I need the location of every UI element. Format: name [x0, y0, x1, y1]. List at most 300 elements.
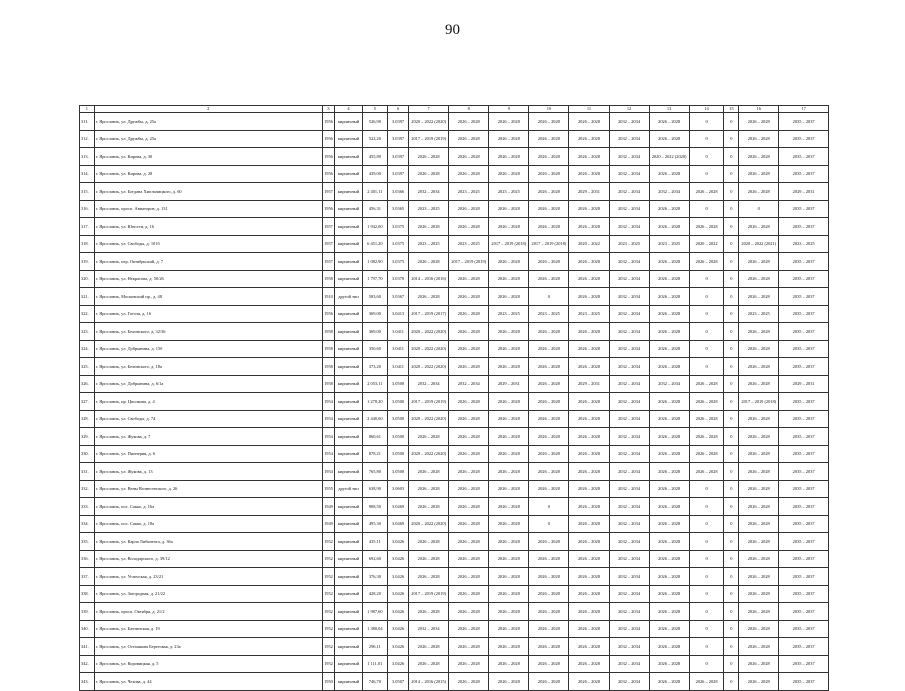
table-cell-c14: 2026 – 2028 [689, 253, 724, 271]
table-row [80, 515, 829, 533]
table-cell-c12: 2032 – 2034 [609, 428, 649, 446]
table-cell-n: 329. [80, 428, 95, 446]
table-cell-c14: 0 [689, 603, 724, 621]
table-cell-addr: г. Ярославль, ул. Дружбы, д. 25а [94, 130, 322, 148]
table-cell-addr: г. Ярославль, ул. Свободы, д. 74 [94, 410, 322, 428]
table-cell-area: 435,11 [362, 533, 387, 551]
table-cell-c12: 2032 – 2034 [609, 638, 649, 656]
table-cell-c8: 2023 – 2025 [449, 183, 489, 201]
table-cell-coef: 3.0469 [388, 515, 409, 533]
table-cell-c7: 2026 – 2028 [409, 603, 449, 621]
column-header: 8 [449, 106, 489, 113]
table-cell-c8: 2026 – 2028 [449, 305, 489, 323]
table-row [80, 200, 829, 218]
table-cell-coef: 3.0375 [388, 235, 409, 253]
table-cell-c11: 2026 – 2028 [569, 533, 609, 551]
table-cell-c8: 2026 – 2028 [449, 480, 489, 498]
table-row [80, 393, 829, 411]
table-cell-wall: кирпичный [335, 165, 362, 183]
table-cell-c16: 2026 – 2028 [739, 375, 779, 393]
table-cell-coef: 3.0507 [388, 673, 409, 691]
table-cell-wall: кирпичный [335, 218, 362, 236]
table-cell-c10: 2026 – 2028 [529, 375, 569, 393]
table-cell-area: 376,30 [362, 568, 387, 586]
table-cell-c16: 2026 – 2028 [739, 498, 779, 516]
column-header: 7 [409, 106, 449, 113]
column-header: 1 [80, 106, 95, 113]
table-cell-c15: 0 [724, 515, 739, 533]
table-row [80, 568, 829, 586]
table-cell-n: 314. [80, 165, 95, 183]
table-cell-c10: 2026 – 2028 [529, 200, 569, 218]
table-cell-c14: 0 [689, 323, 724, 341]
table-cell-c8: 2026 – 2028 [449, 200, 489, 218]
table-cell-addr: г. Ярославль, просп. Авиаторов, д. 131 [94, 200, 322, 218]
table-cell-addr: г. Ярославль, ул. Некрасова, д. 50/26 [94, 270, 322, 288]
table-cell-year: 1958 [322, 270, 335, 288]
table-cell-c12: 2032 – 2034 [609, 218, 649, 236]
table-cell-c12: 2032 – 2034 [609, 113, 649, 131]
table-cell-c16: 2026 – 2028 [739, 515, 779, 533]
table-cell-c9: 2017 – 2019 (2018) [489, 235, 529, 253]
table-cell-c9: 2023 – 2025 [489, 305, 529, 323]
table-cell-c10: 2026 – 2028 [529, 673, 569, 691]
table-cell-c17: 2035 – 2037 [779, 270, 829, 288]
table-cell-wall: кирпичный [335, 673, 362, 691]
table-cell-area: 583,60 [362, 288, 387, 306]
table-cell-c17: 2035 – 2037 [779, 533, 829, 551]
table-cell-c13: 2026 – 2028 [649, 358, 689, 376]
table-cell-year: 1949 [322, 498, 335, 516]
table-cell-c17: 2035 – 2037 [779, 463, 829, 481]
table-cell-c15: 0 [724, 340, 739, 358]
table-cell-c16: 2026 – 2028 [739, 550, 779, 568]
table-cell-c8: 2026 – 2028 [449, 428, 489, 446]
table-cell-coef: 3.0413 [388, 305, 409, 323]
table-cell-n: 311. [80, 113, 95, 131]
table-cell-c9: 2026 – 2028 [489, 620, 529, 638]
table-cell-c11: 2026 – 2028 [569, 445, 609, 463]
table-cell-c17: 2035 – 2037 [779, 585, 829, 603]
table-cell-coef: 3.0397 [388, 165, 409, 183]
table-cell-wall: кирпичный [335, 393, 362, 411]
table-row [80, 655, 829, 673]
table-cell-c16: 2026 – 2028 [739, 253, 779, 271]
table-cell-wall: кирпичный [335, 428, 362, 446]
table-cell-n: 326. [80, 375, 95, 393]
table-cell-year: 1958 [322, 340, 335, 358]
table-cell-c8: 2026 – 2028 [449, 148, 489, 166]
table-cell-wall: кирпичный [335, 305, 362, 323]
table-cell-addr: г. Ярославль, ул. Осташкова Береговая, д. 23а [94, 638, 322, 656]
table-cell-c16: 2026 – 2028 [739, 130, 779, 148]
table-cell-c8: 2026 – 2028 [449, 585, 489, 603]
table-cell-c16: 2026 – 2028 [739, 638, 779, 656]
table-row [80, 113, 829, 131]
table-row [80, 183, 829, 201]
table-cell-c17: 2035 – 2037 [779, 148, 829, 166]
table-cell-c12: 2032 – 2034 [609, 673, 649, 691]
table-cell-c10: 2026 – 2028 [529, 113, 569, 131]
table-cell-c15: 0 [724, 463, 739, 481]
table-cell-addr: г. Ярославль, ул. Белинского, д. 18а [94, 358, 322, 376]
table-cell-c8: 2026 – 2028 [449, 498, 489, 516]
table-cell-c8: 2026 – 2028 [449, 218, 489, 236]
table-cell-n: 322. [80, 305, 95, 323]
table-cell-year: 1949 [322, 515, 335, 533]
table-cell-c17: 2035 – 2037 [779, 253, 829, 271]
table-cell-c7: 2026 – 2028 [409, 165, 449, 183]
table-cell-coef: 3.0426 [388, 603, 409, 621]
table-cell-c7: 2026 – 2028 [409, 568, 449, 586]
table-cell-c17: 2035 – 2037 [779, 445, 829, 463]
table-cell-c11: 2026 – 2028 [569, 515, 609, 533]
column-header: 5 [362, 106, 387, 113]
table-cell-c14: 0 [689, 305, 724, 323]
table-cell-c7: 2026 – 2028 [409, 218, 449, 236]
table-cell-c10: 2023 – 2025 [529, 305, 569, 323]
table-cell-c7: 2020 – 2022 (2020) [409, 113, 449, 131]
table-cell-c7: 2026 – 2028 [409, 480, 449, 498]
table-cell-c14: 0 [689, 148, 724, 166]
table-cell-area: 878,21 [362, 445, 387, 463]
table-cell-wall: кирпичный [335, 130, 362, 148]
table-cell-c15: 0 [724, 183, 739, 201]
table-row [80, 638, 829, 656]
table-row [80, 340, 829, 358]
table-cell-c10: 2026 – 2028 [529, 620, 569, 638]
table-cell-c16: 2026 – 2028 [739, 340, 779, 358]
table-cell-c15: 0 [724, 200, 739, 218]
table-cell-c14: 2026 – 2028 [689, 428, 724, 446]
table-cell-c16: 2026 – 2028 [739, 323, 779, 341]
table-cell-c16: 2026 – 2028 [739, 445, 779, 463]
table-cell-c8: 2026 – 2028 [449, 445, 489, 463]
table-cell-addr: г. Ярославль, ул. Свободы, д. 101б [94, 235, 322, 253]
table-row [80, 428, 829, 446]
table-cell-n: 324. [80, 340, 95, 358]
table-cell-n: 335. [80, 533, 95, 551]
table-cell-c15: 0 [724, 253, 739, 271]
table-cell-c9: 2026 – 2028 [489, 603, 529, 621]
table-cell-addr: г. Ярославль, ул. Добрынина, д. 6/1а [94, 375, 322, 393]
table-cell-wall: кирпичный [335, 655, 362, 673]
table-cell-area: 1 082,90 [362, 253, 387, 271]
table-cell-year: 1952 [322, 620, 335, 638]
table-cell-c17: 2035 – 2037 [779, 550, 829, 568]
table-cell-c12: 2032 – 2034 [609, 393, 649, 411]
table-cell-coef: 3.0500 [388, 428, 409, 446]
table-row [80, 480, 829, 498]
table-cell-n: 330. [80, 445, 95, 463]
table-cell-addr: г. Ярославль, ул. Дружбы, д. 25а [94, 113, 322, 131]
table-cell-c10: 2026 – 2028 [529, 568, 569, 586]
table-cell-c9: 2026 – 2028 [489, 410, 529, 428]
table-cell-n: 319. [80, 253, 95, 271]
table-cell-c11: 2026 – 2028 [569, 393, 609, 411]
table-cell-year: 1952 [322, 550, 335, 568]
table-cell-c8: 2026 – 2028 [449, 165, 489, 183]
table-cell-year: 1957 [322, 218, 335, 236]
table-cell-c14: 0 [689, 515, 724, 533]
table-cell-year: 1952 [322, 585, 335, 603]
table-cell-c16: 2026 – 2028 [739, 585, 779, 603]
table-cell-c17: 2035 – 2037 [779, 638, 829, 656]
table-row [80, 323, 829, 341]
table-cell-year: 1952 [322, 638, 335, 656]
table-cell-addr: г. Ярославль, ул. Коровицкая, д. 5 [94, 655, 322, 673]
table-cell-n: 333. [80, 498, 95, 516]
table-cell-year: 1956 [322, 165, 335, 183]
table-cell-wall: кирпичный [335, 235, 362, 253]
table-cell-wall: другой тип [335, 288, 362, 306]
table-cell-c8: 2026 – 2028 [449, 270, 489, 288]
table-cell-n: 317. [80, 218, 95, 236]
table-cell-area: 1 278,20 [362, 393, 387, 411]
table-cell-c14: 2026 – 2028 [689, 673, 724, 691]
table-cell-area: 2 401,11 [362, 183, 387, 201]
table-cell-c14: 0 [689, 288, 724, 306]
table-cell-c16: 2026 – 2028 [739, 218, 779, 236]
table-cell-c10: 2026 – 2028 [529, 270, 569, 288]
table-cell-c7: 2014 – 2016 (2015) [409, 673, 449, 691]
table-cell-c13: 2026 – 2028 [649, 463, 689, 481]
table-cell-c9: 2026 – 2028 [489, 270, 529, 288]
table-cell-area: 428,20 [362, 585, 387, 603]
table-cell-c9: 2026 – 2028 [489, 200, 529, 218]
table-cell-c17: 2023 – 2025 [779, 235, 829, 253]
table-cell-c17: 2035 – 2037 [779, 288, 829, 306]
table-cell-n: 313. [80, 148, 95, 166]
table-cell-c10: 0 [529, 498, 569, 516]
table-cell-wall: кирпичный [335, 498, 362, 516]
table-cell-c8: 2026 – 2028 [449, 533, 489, 551]
table-cell-c12: 2032 – 2034 [609, 498, 649, 516]
table-cell-c17: 2035 – 2037 [779, 603, 829, 621]
column-header: 2 [94, 106, 322, 113]
table-cell-c16: 2020 – 2022 (2021) [739, 235, 779, 253]
table-cell-c7: 2026 – 2028 [409, 655, 449, 673]
table-cell-c7: 2017 – 2019 (2019) [409, 393, 449, 411]
table-cell-c7: 2032 – 2034 [409, 183, 449, 201]
table-cell-c15: 0 [724, 533, 739, 551]
page-number: 90 [445, 22, 460, 38]
table-cell-c14: 0 [689, 480, 724, 498]
table-cell-c16: 2026 – 2028 [739, 533, 779, 551]
table-cell-addr: г. Ярославль, пер. Октябрьский, д. 7 [94, 253, 322, 271]
table-cell-c8: 2026 – 2028 [449, 323, 489, 341]
table-cell-c17: 2035 – 2037 [779, 620, 829, 638]
table-cell-c14: 2026 – 2028 [689, 410, 724, 428]
table-cell-c14: 2026 – 2028 [689, 393, 724, 411]
table-cell-c15: 0 [724, 393, 739, 411]
table-cell-year: 1958 [322, 358, 335, 376]
table-row [80, 358, 829, 376]
table-cell-c11: 2026 – 2028 [569, 165, 609, 183]
table-cell-c11: 2026 – 2028 [569, 200, 609, 218]
table-cell-coef: 3.0500 [388, 375, 409, 393]
table-cell-n: 331. [80, 463, 95, 481]
table-cell-c16: 2026 – 2028 [739, 673, 779, 691]
table-cell-c9: 2026 – 2028 [489, 480, 529, 498]
table-row [80, 673, 829, 691]
table-cell-c17: 2035 – 2037 [779, 218, 829, 236]
table-cell-c14: 2020 – 2022 [689, 235, 724, 253]
table-cell-area: 495,30 [362, 515, 387, 533]
table-cell-c12: 2032 – 2034 [609, 130, 649, 148]
table-cell-wall: кирпичный [335, 200, 362, 218]
table-cell-c11: 2026 – 2028 [569, 638, 609, 656]
table-cell-coef: 3.0366 [388, 183, 409, 201]
table-cell-c8: 2032 – 2034 [449, 375, 489, 393]
table-cell-c11: 2026 – 2028 [569, 585, 609, 603]
table-cell-c7: 2020 – 2022 (2020) [409, 445, 449, 463]
table-cell-coef: 3.0426 [388, 620, 409, 638]
table-cell-c8: 2026 – 2028 [449, 568, 489, 586]
table-cell-c17: 2035 – 2037 [779, 130, 829, 148]
table-cell-c15: 0 [724, 638, 739, 656]
table-cell-year: 1957 [322, 235, 335, 253]
table-cell-n: 342. [80, 655, 95, 673]
table-cell-c9: 2026 – 2028 [489, 638, 529, 656]
table-cell-c11: 2026 – 2028 [569, 218, 609, 236]
table-cell-c12: 2032 – 2034 [609, 323, 649, 341]
table-cell-c8: 2026 – 2028 [449, 638, 489, 656]
table-cell-addr: г. Ярославль, ул. Богдана Хмельницкого, д. 60 [94, 183, 322, 201]
table-cell-coef: 3.0500 [388, 445, 409, 463]
column-header: 14 [689, 106, 724, 113]
table-cell-n: 341. [80, 638, 95, 656]
table-cell-c15: 0 [724, 288, 739, 306]
table-cell-year: 1950 [322, 673, 335, 691]
table-cell-c17: 2035 – 2037 [779, 673, 829, 691]
table-cell-c15: 0 [724, 655, 739, 673]
table-cell-c16: 2026 – 2028 [739, 148, 779, 166]
table-cell-addr: г. Ярославль, ул. Жукова, д. 13 [94, 463, 322, 481]
table-cell-c7: 2020 – 2022 (2020) [409, 358, 449, 376]
table-cell-c16: 2026 – 2028 [739, 480, 779, 498]
table-cell-c13: 2026 – 2028 [649, 410, 689, 428]
column-header: 17 [779, 106, 829, 113]
table-cell-wall: кирпичный [335, 533, 362, 551]
table-cell-year: 1956 [322, 305, 335, 323]
table-cell-c15: 0 [724, 498, 739, 516]
table-cell-c7: 2032 – 2034 [409, 620, 449, 638]
table-cell-wall: кирпичный [335, 340, 362, 358]
table-row [80, 550, 829, 568]
table-cell-wall: кирпичный [335, 323, 362, 341]
table-cell-n: 312. [80, 130, 95, 148]
table-cell-c14: 0 [689, 550, 724, 568]
table-cell-c10: 2026 – 2028 [529, 183, 569, 201]
table-cell-c17: 2035 – 2037 [779, 428, 829, 446]
table-cell-c12: 2032 – 2034 [609, 533, 649, 551]
table-cell-c16: 2017 – 2019 (2018) [739, 393, 779, 411]
table-cell-c16: 2026 – 2028 [739, 270, 779, 288]
table-row [80, 305, 829, 323]
table-cell-c9: 2026 – 2028 [489, 218, 529, 236]
table-cell-year: 1954 [322, 428, 335, 446]
table-cell-c7: 2014 – 2016 (2016) [409, 270, 449, 288]
table-row [80, 288, 829, 306]
table-cell-c16: 2026 – 2028 [739, 113, 779, 131]
table-cell-c7: 2026 – 2028 [409, 533, 449, 551]
table-cell-wall: кирпичный [335, 410, 362, 428]
table-cell-c9: 2026 – 2028 [489, 253, 529, 271]
table-cell-c10: 2026 – 2028 [529, 463, 569, 481]
table-cell-c11: 2026 – 2028 [569, 323, 609, 341]
table-cell-c14: 0 [689, 585, 724, 603]
table-cell-c10: 2026 – 2028 [529, 655, 569, 673]
table-cell-c13: 2023 – 2025 [649, 235, 689, 253]
table-cell-c14: 2026 – 2028 [689, 218, 724, 236]
table-cell-c8: 2026 – 2028 [449, 340, 489, 358]
table-cell-area: 369,00 [362, 305, 387, 323]
table-cell-year: 1954 [322, 393, 335, 411]
schedule-table [79, 105, 829, 691]
table-cell-c15: 0 [724, 603, 739, 621]
table-cell-c12: 2032 – 2034 [609, 568, 649, 586]
table-cell-c14: 2026 – 2028 [689, 463, 724, 481]
table-cell-c12: 2032 – 2034 [609, 445, 649, 463]
table-cell-c7: 2023 – 2025 [409, 200, 449, 218]
table-cell-c11: 2026 – 2028 [569, 463, 609, 481]
table-cell-c9: 2026 – 2028 [489, 498, 529, 516]
table-cell-n: 332. [80, 480, 95, 498]
table-cell-c7: 2023 – 2025 [409, 235, 449, 253]
table-cell-c12: 2032 – 2034 [609, 463, 649, 481]
table-cell-c9: 2026 – 2028 [489, 655, 529, 673]
table-cell-year: 1910 [322, 288, 335, 306]
table-cell-c16: 2026 – 2028 [739, 428, 779, 446]
table-cell-n: 338. [80, 585, 95, 603]
table-cell-c11: 2026 – 2028 [569, 673, 609, 691]
table-cell-c15: 0 [724, 165, 739, 183]
table-cell-area: 526,90 [362, 113, 387, 131]
table-cell-coef: 3.0375 [388, 218, 409, 236]
table-cell-wall: кирпичный [335, 445, 362, 463]
table-cell-c15: 0 [724, 358, 739, 376]
table-cell-c9: 2026 – 2028 [489, 165, 529, 183]
table-cell-c11: 2020 – 2022 [569, 235, 609, 253]
table-cell-c13: 2026 – 2028 [649, 568, 689, 586]
table-cell-c17: 2035 – 2037 [779, 358, 829, 376]
table-cell-n: 339. [80, 603, 95, 621]
table-cell-c16: 2026 – 2028 [739, 288, 779, 306]
table-cell-area: 1 111,01 [362, 655, 387, 673]
table-cell-c12: 2032 – 2034 [609, 515, 649, 533]
table-cell-c9: 2026 – 2028 [489, 288, 529, 306]
table-cell-c7: 2017 – 2019 (2019) [409, 130, 449, 148]
table-cell-coef: 3.0397 [388, 113, 409, 131]
table-cell-c11: 2026 – 2028 [569, 288, 609, 306]
table-cell-c13: 2026 – 2028 [649, 305, 689, 323]
table-cell-addr: г. Ярославль, ул. Вены Вознесенского, д. 26 [94, 480, 322, 498]
table-row [80, 445, 829, 463]
column-header: 4 [335, 106, 362, 113]
table-cell-coef: 3.0365 [388, 200, 409, 218]
table-cell-addr: г. Ярославль, ул. Карла Либкнехта, д. 36а [94, 533, 322, 551]
table-cell-c17: 2029 – 2031 [779, 375, 829, 393]
table-cell-c13: 2026 – 2028 [649, 165, 689, 183]
table-cell-n: 337. [80, 568, 95, 586]
table-cell-c13: 2026 – 2028 [649, 253, 689, 271]
table-cell-c13: 2026 – 2028 [649, 445, 689, 463]
table-cell-area: 439,00 [362, 165, 387, 183]
table-cell-c15: 0 [724, 480, 739, 498]
table-cell-area: 1 942,00 [362, 218, 387, 236]
table-cell-c9: 2026 – 2028 [489, 463, 529, 481]
